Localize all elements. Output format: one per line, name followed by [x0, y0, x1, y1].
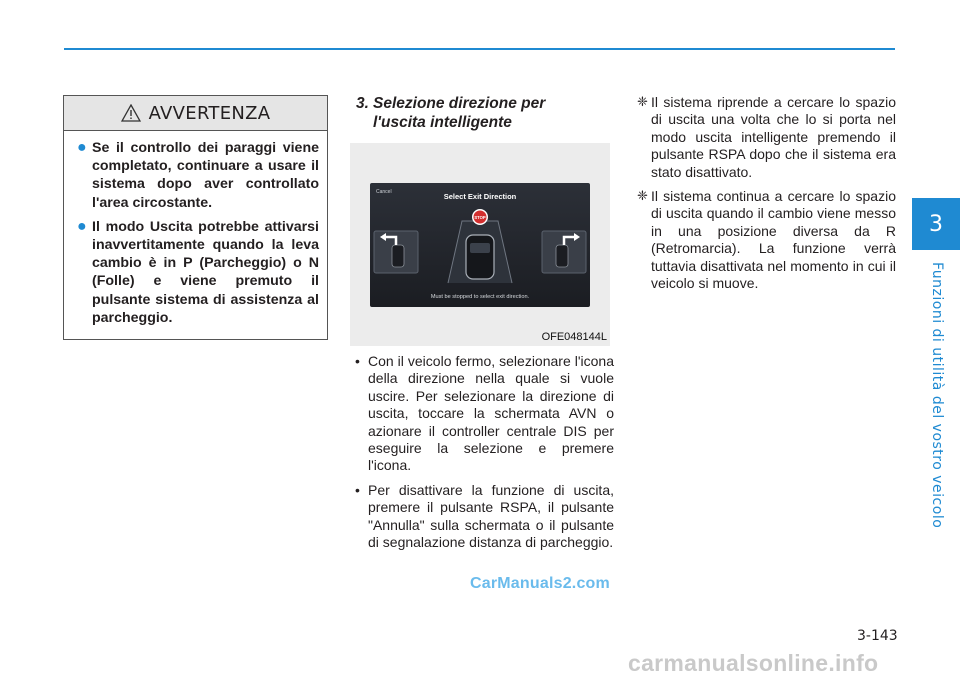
- section-title-line2: l'uscita intelligente: [373, 113, 512, 131]
- warning-item-text: Se il controllo dei paraggi viene completato, continuare a usare il sistema dopo aver controllato l'area circostante.: [92, 140, 319, 211]
- warning-item: [77, 139, 319, 212]
- chapter-tab: [912, 198, 960, 250]
- screen-footer-message: Must be stopped to select exit direction.: [430, 294, 530, 300]
- page-number: 3-143: [857, 628, 898, 644]
- avn-screen: [370, 183, 590, 307]
- list-item: [352, 482, 614, 552]
- list-item: [352, 353, 614, 475]
- warning-box: [63, 95, 328, 340]
- chapter-title: Funzioni di utilità del vostro veicolo: [929, 262, 945, 529]
- car-left-icon: [392, 245, 404, 267]
- section-title-line1: Selezione direzione per: [373, 95, 546, 112]
- header-rule: [64, 48, 895, 50]
- bullet-dot-icon: ●: [77, 139, 87, 156]
- instruction-list: [352, 353, 614, 558]
- stop-label: STOP: [474, 215, 486, 220]
- list-item-text: Per disattivare la funzione di uscita, premere il pulsante RSPA, il pulsante "Annulla" sulla schermata o il pulsante di segnalazione distanza di parcheggio.: [368, 481, 614, 551]
- car-right-icon: [556, 245, 568, 267]
- screen-title: Select Exit Direction: [443, 192, 517, 201]
- warning-header: [64, 96, 327, 131]
- bullet-dot-icon: ●: [77, 217, 87, 235]
- figure-code: OFE048144L: [541, 331, 607, 343]
- warning-item-text: Il modo Uscita potrebbe attivarsi inavvertitamente quando la leva cambio è in P (Parcheggio) o N (Folle) e viene premuto il pulsante sistema di assistenza al parcheggio.: [92, 218, 319, 326]
- bullet-icon: •: [355, 481, 360, 498]
- exit-direction-illustration: [370, 183, 590, 307]
- watermark-top: CarManuals2.com: [470, 575, 610, 592]
- note-text: Il sistema riprende a cercare lo spazio di uscita una volta che lo si porta nel modo uscita intelligente premendo il pulsante RSPA dopo che il sistema era stato disattivato.: [651, 94, 896, 180]
- car-center-icon: [466, 235, 494, 279]
- section-title: [356, 95, 616, 132]
- note-text: Il sistema continua a cercare lo spazio di uscita quando il cambio viene messo in una posizione diversa da R (Retromarcia). La funzione verrà tuttavia disattivata nel momento in cui il veicolo si muove.: [651, 188, 896, 292]
- screen-cancel-label: Cancel: [376, 189, 392, 195]
- section-number: 3.: [356, 95, 369, 112]
- warning-list: [64, 139, 327, 327]
- warning-title: AVVERTENZA: [148, 102, 271, 124]
- bullet-icon: •: [355, 353, 360, 369]
- list-item-text: Con il veicolo fermo, selezionare l'icona della direzione nella quale si vuole uscire. Per selezionare la direzione di uscita, toccare la schermata AVN o azionare il controller centrale DIS per eseguire la selezione e premere l'icona.: [368, 353, 614, 474]
- warning-triangle-icon: [121, 104, 141, 122]
- warning-item: [77, 217, 319, 327]
- note-item: [637, 188, 896, 292]
- notes-list: [637, 94, 896, 299]
- note-symbol-icon: ❈: [637, 95, 648, 110]
- figure-exit-direction: [350, 143, 610, 346]
- watermark-bottom: carmanualsonline.info: [628, 650, 879, 676]
- chapter-number: 3: [929, 211, 943, 237]
- note-symbol-icon: ❈: [637, 189, 648, 205]
- note-item: [637, 94, 896, 181]
